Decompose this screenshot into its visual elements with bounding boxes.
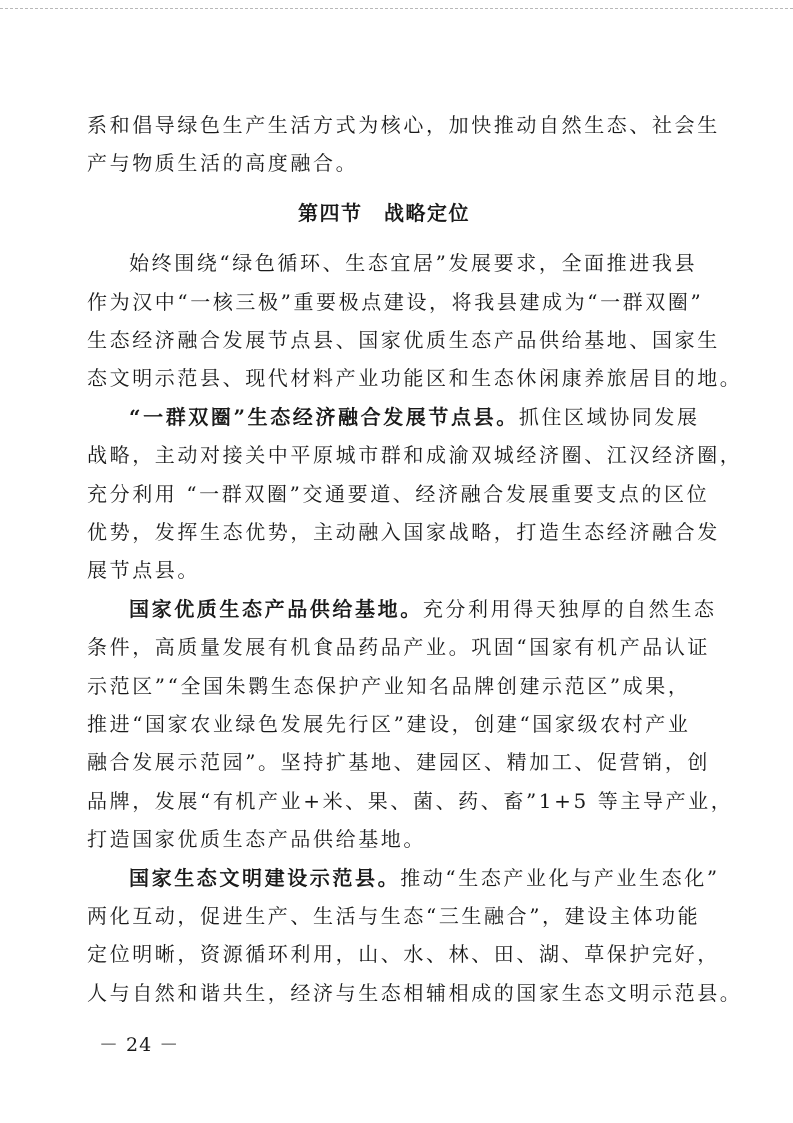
- body-line-15: 品牌，发展“有机产业+米、果、菌、药、畜”1+5 等主导产业，: [87, 789, 734, 813]
- page-number: － 24 －: [99, 1034, 180, 1056]
- body-line-19: 人与自然和谐共生，经济与生态相辅相成的国家生态文明示范县。: [87, 981, 743, 1005]
- body-line-3: 始终围绕“绿色循环、生态宜居”发展要求，全面推进我县: [129, 251, 698, 275]
- body-line-14: 融合发展示范园”。坚持扩基地、建园区、精加工、促营销，创: [87, 750, 711, 774]
- body-line-1: 系和倡导绿色生产生活方式为核心，加快推动自然生态、社会生: [87, 113, 720, 137]
- body-line-11: 条件，高质量发展有机食品药品产业。巩固“国家有机产品认证: [87, 635, 711, 659]
- body-line-6: 态文明示范县、现代材料产业功能区和生态休闲康养旅居目的地。: [87, 366, 743, 390]
- paragraph-lead-1: [129, 405, 700, 429]
- body-line-7: 战略，主动对接关中平原城市群和成渝双城经济圈、江汉经济圈，: [87, 443, 743, 467]
- body-line-10: 展节点县。: [87, 558, 200, 582]
- body-line-13: 推进“国家农业绿色发展先行区”建设，创建“国家级农村产业: [87, 712, 691, 736]
- section-heading: 第四节 战略定位: [298, 201, 470, 225]
- paragraph-heading-1: “一群双圈”生态经济融合发展节点县。: [129, 405, 519, 429]
- body-line-8: 充分利用 “一群双圈”交通要道、经济融合发展重要支点的区位: [87, 482, 710, 506]
- body-line-17: 两化互动，促进生产、生活与生态“三生融合”，建设主体功能: [87, 904, 701, 928]
- paragraph-text-3: 推动“生态产业化与产业生态化”: [400, 866, 720, 890]
- paragraph-lead-3: [129, 866, 720, 890]
- paragraph-heading-3: 国家生态文明建设示范县。: [129, 866, 401, 890]
- body-line-9: 优势，发挥生态优势，主动融入国家战略，打造生态经济融合发: [87, 520, 720, 544]
- body-line-12: 示范区”“全国朱鹮生态保护产业知名品牌创建示范区”成果，: [87, 674, 691, 698]
- paragraph-text-2: 充分利用得天独厚的自然生态: [422, 597, 717, 621]
- body-line-2: 产与物质生活的高度融合。: [87, 151, 359, 175]
- paragraph-heading-2: 国家优质生态产品供给基地。: [129, 597, 423, 621]
- body-line-4: 作为汉中“一核三极”重要极点建设，将我县建成为“一群双圈”: [87, 290, 704, 314]
- body-line-5: 生态经济融合发展节点县、国家优质生态产品供给基地、国家生: [87, 328, 720, 352]
- body-line-16: 打造国家优质生态产品供给基地。: [87, 827, 426, 851]
- paragraph-lead-2: [129, 597, 717, 621]
- body-line-18: 定位明晰，资源循环利用，山、水、林、田、湖、草保护完好，: [87, 942, 720, 966]
- paragraph-text-1: 抓住区域协同发展: [518, 405, 700, 429]
